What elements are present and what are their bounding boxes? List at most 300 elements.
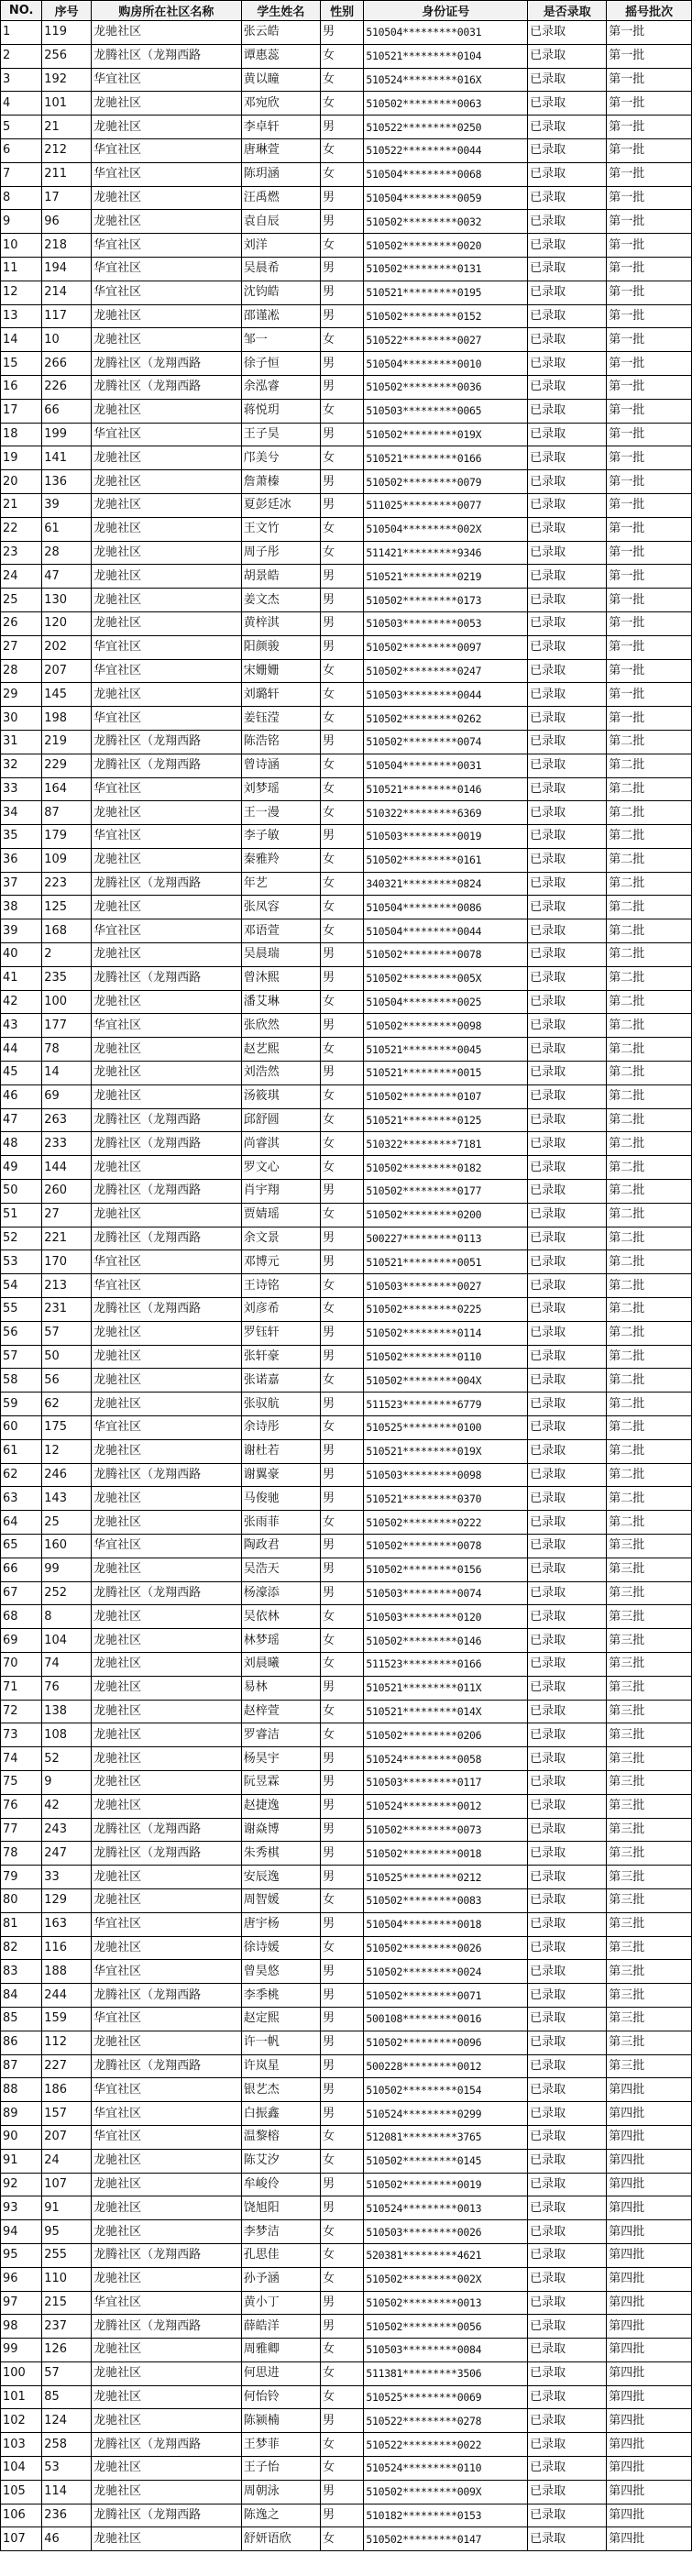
table-row: [1, 707, 692, 731]
cell-community: 华宜社区: [92, 1912, 242, 1936]
cell-serial: 76: [42, 1676, 92, 1700]
cell-admitted: 已录取: [528, 683, 607, 707]
cell-student-name: 宋姗姗: [241, 659, 320, 683]
cell-lottery-batch: 第三批: [607, 1842, 692, 1866]
cell-no: 50: [1, 1180, 42, 1204]
cell-community: 龙驰社区: [92, 2457, 242, 2481]
cell-admitted: 已录取: [528, 1984, 607, 2008]
cell-id-number: 510503*********0084: [364, 2339, 528, 2362]
cell-id-number: 510524*********0013: [364, 2196, 528, 2220]
cell-community: 龙驰社区: [92, 1084, 242, 1108]
cell-gender: 女: [320, 1369, 363, 1393]
table-row: [1, 1156, 692, 1180]
cell-no: 87: [1, 2054, 42, 2078]
cell-student-name: 周智媛: [241, 1888, 320, 1912]
header-student-name: 学生姓名: [241, 1, 320, 21]
cell-lottery-batch: 第二批: [607, 1416, 692, 1440]
cell-no: 32: [1, 754, 42, 777]
cell-id-number: 510502*********0147: [364, 2527, 528, 2551]
cell-serial: 56: [42, 1369, 92, 1393]
cell-admitted: 已录取: [528, 1723, 607, 1747]
cell-serial: 198: [42, 707, 92, 731]
cell-id-number: 510504*********0031: [364, 21, 528, 45]
cell-gender: 女: [320, 399, 363, 423]
cell-no: 80: [1, 1888, 42, 1912]
cell-serial: 188: [42, 1960, 92, 1984]
table-row: [1, 683, 692, 707]
cell-gender: 男: [320, 257, 363, 281]
cell-serial: 247: [42, 1842, 92, 1866]
cell-community: 龙驰社区: [92, 1676, 242, 1700]
cell-id-number: 510502*********0156: [364, 1558, 528, 1581]
cell-serial: 74: [42, 1652, 92, 1676]
cell-admitted: 已录取: [528, 304, 607, 328]
table-row: [1, 1794, 692, 1818]
cell-no: 12: [1, 281, 42, 304]
table-row: [1, 399, 692, 423]
cell-no: 8: [1, 186, 42, 210]
cell-admitted: 已录取: [528, 446, 607, 470]
cell-no: 93: [1, 2196, 42, 2220]
cell-community: 龙驰社区: [92, 1393, 242, 1416]
cell-no: 23: [1, 541, 42, 565]
cell-id-number: 510521*********0195: [364, 281, 528, 304]
cell-gender: 男: [320, 1250, 363, 1274]
cell-no: 10: [1, 234, 42, 258]
cell-lottery-batch: 第一批: [607, 565, 692, 589]
cell-id-number: 510504*********0044: [364, 919, 528, 943]
cell-gender: 男: [320, 2504, 363, 2527]
cell-serial: 138: [42, 1700, 92, 1723]
table-row: [1, 1818, 692, 1842]
cell-serial: 53: [42, 2457, 92, 2481]
cell-id-number: 510521*********0125: [364, 1108, 528, 1132]
cell-id-number: 510521*********0219: [364, 565, 528, 589]
cell-student-name: 阮昱霖: [241, 1770, 320, 1794]
cell-gender: 女: [320, 1274, 363, 1298]
cell-serial: 244: [42, 1984, 92, 2008]
cell-no: 58: [1, 1369, 42, 1393]
table-row: [1, 1439, 692, 1463]
table-row: [1, 2102, 692, 2126]
cell-serial: 207: [42, 659, 92, 683]
table-row: [1, 1062, 692, 1085]
cell-gender: 女: [320, 1936, 363, 1960]
cell-no: 26: [1, 611, 42, 635]
cell-admitted: 已录取: [528, 1369, 607, 1393]
cell-no: 83: [1, 1960, 42, 1984]
cell-lottery-batch: 第四批: [607, 2243, 692, 2267]
cell-serial: 114: [42, 2480, 92, 2504]
cell-lottery-batch: 第四批: [607, 2433, 692, 2457]
cell-serial: 69: [42, 1084, 92, 1108]
cell-student-name: 邓语萱: [241, 919, 320, 943]
cell-community: 龙驰社区: [92, 2031, 242, 2054]
cell-id-number: 500227*********0113: [364, 1227, 528, 1250]
table-row: [1, 1605, 692, 1629]
cell-admitted: 已录取: [528, 2173, 607, 2196]
cell-no: 28: [1, 659, 42, 683]
cell-community: 龙驰社区: [92, 1700, 242, 1723]
cell-student-name: 温黎榕: [241, 2125, 320, 2149]
cell-student-name: 吴浩天: [241, 1558, 320, 1581]
cell-student-name: 黄小丁: [241, 2291, 320, 2315]
cell-id-number: 510521*********0015: [364, 1062, 528, 1085]
table-row: [1, 2433, 692, 2457]
cell-gender: 男: [320, 635, 363, 659]
cell-gender: 男: [320, 1227, 363, 1250]
cell-lottery-batch: 第二批: [607, 990, 692, 1014]
cell-student-name: 邱舒圆: [241, 1108, 320, 1132]
cell-lottery-batch: 第一批: [607, 446, 692, 470]
cell-student-name: 周朝泳: [241, 2480, 320, 2504]
cell-community: 龙驰社区: [92, 1038, 242, 1062]
cell-community: 华宜社区: [92, 257, 242, 281]
cell-gender: 男: [320, 2102, 363, 2126]
table-row: [1, 1369, 692, 1393]
table-row: [1, 919, 692, 943]
cell-gender: 男: [320, 21, 363, 45]
cell-lottery-batch: 第一批: [607, 493, 692, 517]
cell-no: 24: [1, 565, 42, 589]
cell-student-name: 吴依林: [241, 1605, 320, 1629]
cell-admitted: 已录取: [528, 281, 607, 304]
cell-community: 华宜社区: [92, 281, 242, 304]
cell-serial: 179: [42, 825, 92, 849]
cell-id-number: 510522*********0250: [364, 116, 528, 139]
cell-admitted: 已录取: [528, 517, 607, 541]
cell-admitted: 已录取: [528, 1794, 607, 1818]
cell-community: 龙驰社区: [92, 611, 242, 635]
cell-no: 52: [1, 1227, 42, 1250]
cell-community: 龙驰社区: [92, 2361, 242, 2385]
cell-admitted: 已录取: [528, 2385, 607, 2409]
cell-no: 25: [1, 589, 42, 612]
cell-gender: 女: [320, 872, 363, 896]
cell-community: 龙腾社区（龙翔西路: [92, 2243, 242, 2267]
cell-community: 龙腾社区（龙翔西路: [92, 966, 242, 990]
cell-gender: 女: [320, 541, 363, 565]
cell-student-name: 詹萧榛: [241, 470, 320, 494]
table-row: [1, 541, 692, 565]
cell-student-name: 陈艾汐: [241, 2149, 320, 2173]
cell-admitted: 已录取: [528, 1062, 607, 1085]
cell-no: 81: [1, 1912, 42, 1936]
cell-admitted: 已录取: [528, 754, 607, 777]
cell-lottery-batch: 第二批: [607, 1062, 692, 1085]
cell-student-name: 刘璐轩: [241, 683, 320, 707]
cell-gender: 女: [320, 896, 363, 919]
cell-community: 华宜社区: [92, 777, 242, 801]
cell-admitted: 已录取: [528, 2125, 607, 2149]
cell-admitted: 已录取: [528, 1936, 607, 1960]
cell-serial: 218: [42, 234, 92, 258]
cell-community: 龙驰社区: [92, 1369, 242, 1393]
cell-lottery-batch: 第四批: [607, 2078, 692, 2102]
cell-lottery-batch: 第三批: [607, 1770, 692, 1794]
cell-gender: 男: [320, 611, 363, 635]
table-row: [1, 1747, 692, 1771]
cell-serial: 168: [42, 919, 92, 943]
cell-admitted: 已录取: [528, 635, 607, 659]
header-serial: 序号: [42, 1, 92, 21]
cell-student-name: 曾昊悠: [241, 1960, 320, 1984]
cell-admitted: 已录取: [528, 1463, 607, 1487]
cell-community: 华宜社区: [92, 2007, 242, 2031]
cell-student-name: 杨濠添: [241, 1581, 320, 1605]
cell-community: 华宜社区: [92, 2102, 242, 2126]
cell-serial: 91: [42, 2196, 92, 2220]
cell-serial: 226: [42, 375, 92, 399]
cell-serial: 145: [42, 683, 92, 707]
table-row: [1, 943, 692, 967]
cell-gender: 男: [320, 2054, 363, 2078]
cell-no: 39: [1, 919, 42, 943]
cell-lottery-batch: 第一批: [607, 423, 692, 446]
cell-admitted: 已录取: [528, 1676, 607, 1700]
cell-student-name: 王梦菲: [241, 2433, 320, 2457]
cell-community: 龙驰社区: [92, 2409, 242, 2433]
cell-gender: 男: [320, 943, 363, 967]
cell-admitted: 已录取: [528, 730, 607, 754]
table-row: [1, 2149, 692, 2173]
table-row: [1, 2361, 692, 2385]
cell-lottery-batch: 第四批: [607, 2315, 692, 2339]
cell-gender: 男: [320, 375, 363, 399]
cell-admitted: 已录取: [528, 659, 607, 683]
cell-lottery-batch: 第二批: [607, 1108, 692, 1132]
cell-admitted: 已录取: [528, 1652, 607, 1676]
cell-no: 55: [1, 1298, 42, 1322]
cell-admitted: 已录取: [528, 1888, 607, 1912]
cell-community: 龙驰社区: [92, 1770, 242, 1794]
cell-id-number: 511523*********6779: [364, 1393, 528, 1416]
cell-serial: 87: [42, 801, 92, 825]
cell-serial: 124: [42, 2409, 92, 2433]
cell-no: 86: [1, 2031, 42, 2054]
cell-id-number: 510502*********0019: [364, 2173, 528, 2196]
cell-lottery-batch: 第一批: [607, 589, 692, 612]
cell-community: 华宜社区: [92, 68, 242, 92]
cell-gender: 女: [320, 1652, 363, 1676]
cell-community: 龙腾社区（龙翔西路: [92, 2054, 242, 2078]
cell-student-name: 贾婧瑶: [241, 1203, 320, 1227]
cell-community: 龙驰社区: [92, 1345, 242, 1369]
cell-id-number: 510502*********005X: [364, 966, 528, 990]
cell-lottery-batch: 第一批: [607, 399, 692, 423]
table-row: [1, 116, 692, 139]
cell-student-name: 邓博元: [241, 1250, 320, 1274]
cell-serial: 175: [42, 1416, 92, 1440]
cell-admitted: 已录取: [528, 1180, 607, 1204]
table-row: [1, 493, 692, 517]
cell-gender: 女: [320, 2457, 363, 2481]
cell-no: 45: [1, 1062, 42, 1085]
cell-lottery-batch: 第一批: [607, 44, 692, 68]
cell-lottery-batch: 第三批: [607, 1558, 692, 1581]
cell-lottery-batch: 第二批: [607, 966, 692, 990]
cell-id-number: 510521*********0045: [364, 1038, 528, 1062]
cell-no: 13: [1, 304, 42, 328]
cell-lottery-batch: 第二批: [607, 1274, 692, 1298]
cell-lottery-batch: 第一批: [607, 234, 692, 258]
cell-id-number: 510502*********0079: [364, 470, 528, 494]
table-row: [1, 730, 692, 754]
cell-admitted: 已录取: [528, 1818, 607, 1842]
cell-student-name: 刘晨曦: [241, 1652, 320, 1676]
cell-community: 华宜社区: [92, 2078, 242, 2102]
cell-admitted: 已录取: [528, 541, 607, 565]
cell-serial: 61: [42, 517, 92, 541]
cell-no: 27: [1, 635, 42, 659]
cell-serial: 12: [42, 1439, 92, 1463]
cell-no: 101: [1, 2385, 42, 2409]
cell-student-name: 年艺: [241, 872, 320, 896]
cell-community: 龙驰社区: [92, 1156, 242, 1180]
cell-student-name: 陈浩铭: [241, 730, 320, 754]
cell-admitted: 已录取: [528, 990, 607, 1014]
cell-community: 龙驰社区: [92, 1439, 242, 1463]
cell-no: 99: [1, 2339, 42, 2362]
cell-no: 3: [1, 68, 42, 92]
cell-no: 91: [1, 2149, 42, 2173]
cell-community: 华宜社区: [92, 707, 242, 731]
table-row: [1, 2007, 692, 2031]
cell-admitted: 已录取: [528, 1511, 607, 1535]
cell-admitted: 已录取: [528, 1393, 607, 1416]
cell-lottery-batch: 第四批: [607, 2125, 692, 2149]
cell-student-name: 易林: [241, 1676, 320, 1700]
cell-student-name: 张凤容: [241, 896, 320, 919]
cell-gender: 男: [320, 1912, 363, 1936]
table-row: [1, 162, 692, 186]
cell-gender: 女: [320, 1298, 363, 1322]
cell-student-name: 徐子恒: [241, 352, 320, 376]
cell-serial: 78: [42, 1038, 92, 1062]
cell-admitted: 已录取: [528, 257, 607, 281]
cell-serial: 260: [42, 1180, 92, 1204]
cell-serial: 50: [42, 1345, 92, 1369]
cell-student-name: 姜文杰: [241, 589, 320, 612]
cell-lottery-batch: 第二批: [607, 1487, 692, 1511]
cell-admitted: 已录取: [528, 1108, 607, 1132]
table-row: [1, 2480, 692, 2504]
table-row: [1, 2054, 692, 2078]
cell-id-number: 510322*********6369: [364, 801, 528, 825]
cell-student-name: 李梦洁: [241, 2220, 320, 2244]
cell-student-name: 陈颍楠: [241, 2409, 320, 2433]
cell-admitted: 已录取: [528, 2243, 607, 2267]
table-row: [1, 990, 692, 1014]
cell-serial: 33: [42, 1866, 92, 1889]
cell-id-number: 510503*********0098: [364, 1463, 528, 1487]
table-row: [1, 2125, 692, 2149]
cell-no: 18: [1, 423, 42, 446]
table-row: [1, 138, 692, 162]
cell-lottery-batch: 第三批: [607, 1912, 692, 1936]
cell-id-number: 510503*********0019: [364, 825, 528, 849]
table-row: [1, 1203, 692, 1227]
cell-serial: 186: [42, 2078, 92, 2102]
cell-student-name: 邵谨凇: [241, 304, 320, 328]
cell-student-name: 沈钧皓: [241, 281, 320, 304]
cell-student-name: 汤筱琪: [241, 1084, 320, 1108]
cell-student-name: 刘洋: [241, 234, 320, 258]
cell-community: 龙驰社区: [92, 541, 242, 565]
cell-id-number: 510502*********0173: [364, 589, 528, 612]
table-row: [1, 1463, 692, 1487]
cell-serial: 107: [42, 2173, 92, 2196]
cell-community: 龙驰社区: [92, 1062, 242, 1085]
cell-community: 龙驰社区: [92, 1629, 242, 1653]
cell-student-name: 林梦瑶: [241, 1629, 320, 1653]
table-row: [1, 1558, 692, 1581]
cell-lottery-batch: 第一批: [607, 541, 692, 565]
cell-id-number: 510521*********011X: [364, 1676, 528, 1700]
table-row: [1, 44, 692, 68]
cell-lottery-batch: 第三批: [607, 1936, 692, 1960]
cell-no: 51: [1, 1203, 42, 1227]
cell-lottery-batch: 第三批: [607, 1888, 692, 1912]
cell-no: 84: [1, 1984, 42, 2008]
cell-lottery-batch: 第三批: [607, 1866, 692, 1889]
cell-no: 104: [1, 2457, 42, 2481]
table-row: [1, 1960, 692, 1984]
cell-serial: 57: [42, 2361, 92, 2385]
cell-gender: 女: [320, 754, 363, 777]
table-row: [1, 2267, 692, 2291]
cell-no: 90: [1, 2125, 42, 2149]
header-admitted: 是否录取: [528, 1, 607, 21]
cell-id-number: 510502*********0096: [364, 2031, 528, 2054]
cell-id-number: 510504*********0018: [364, 1912, 528, 1936]
cell-id-number: 510502*********0154: [364, 2078, 528, 2102]
cell-gender: 女: [320, 1038, 363, 1062]
header-gender: 性别: [320, 1, 363, 21]
cell-no: 97: [1, 2291, 42, 2315]
cell-student-name: 曾诗涵: [241, 754, 320, 777]
cell-gender: 女: [320, 162, 363, 186]
table-row: [1, 1393, 692, 1416]
cell-id-number: 510502*********0063: [364, 92, 528, 116]
cell-id-number: 510502*********0083: [364, 1888, 528, 1912]
cell-community: 龙驰社区: [92, 1747, 242, 1771]
cell-lottery-batch: 第三批: [607, 2007, 692, 2031]
table-row: [1, 2339, 692, 2362]
table-row: [1, 446, 692, 470]
cell-student-name: 袁自辰: [241, 210, 320, 234]
cell-serial: 211: [42, 162, 92, 186]
cell-serial: 14: [42, 1062, 92, 1085]
cell-lottery-batch: 第三批: [607, 1723, 692, 1747]
cell-lottery-batch: 第四批: [607, 2409, 692, 2433]
cell-community: 龙腾社区（龙翔西路: [92, 2433, 242, 2457]
table-row: [1, 1676, 692, 1700]
cell-id-number: 510524*********0058: [364, 1747, 528, 1771]
cell-lottery-batch: 第二批: [607, 1439, 692, 1463]
cell-student-name: 蒋悦玥: [241, 399, 320, 423]
table-row: [1, 565, 692, 589]
header-lottery-batch: 摇号批次: [607, 1, 692, 21]
cell-serial: 231: [42, 1298, 92, 1322]
cell-student-name: 汪禹燃: [241, 186, 320, 210]
cell-community: 龙驰社区: [92, 2267, 242, 2291]
cell-no: 41: [1, 966, 42, 990]
cell-serial: 136: [42, 470, 92, 494]
cell-student-name: 罗睿洁: [241, 1723, 320, 1747]
cell-gender: 男: [320, 1321, 363, 1345]
cell-id-number: 510502*********0098: [364, 1014, 528, 1038]
